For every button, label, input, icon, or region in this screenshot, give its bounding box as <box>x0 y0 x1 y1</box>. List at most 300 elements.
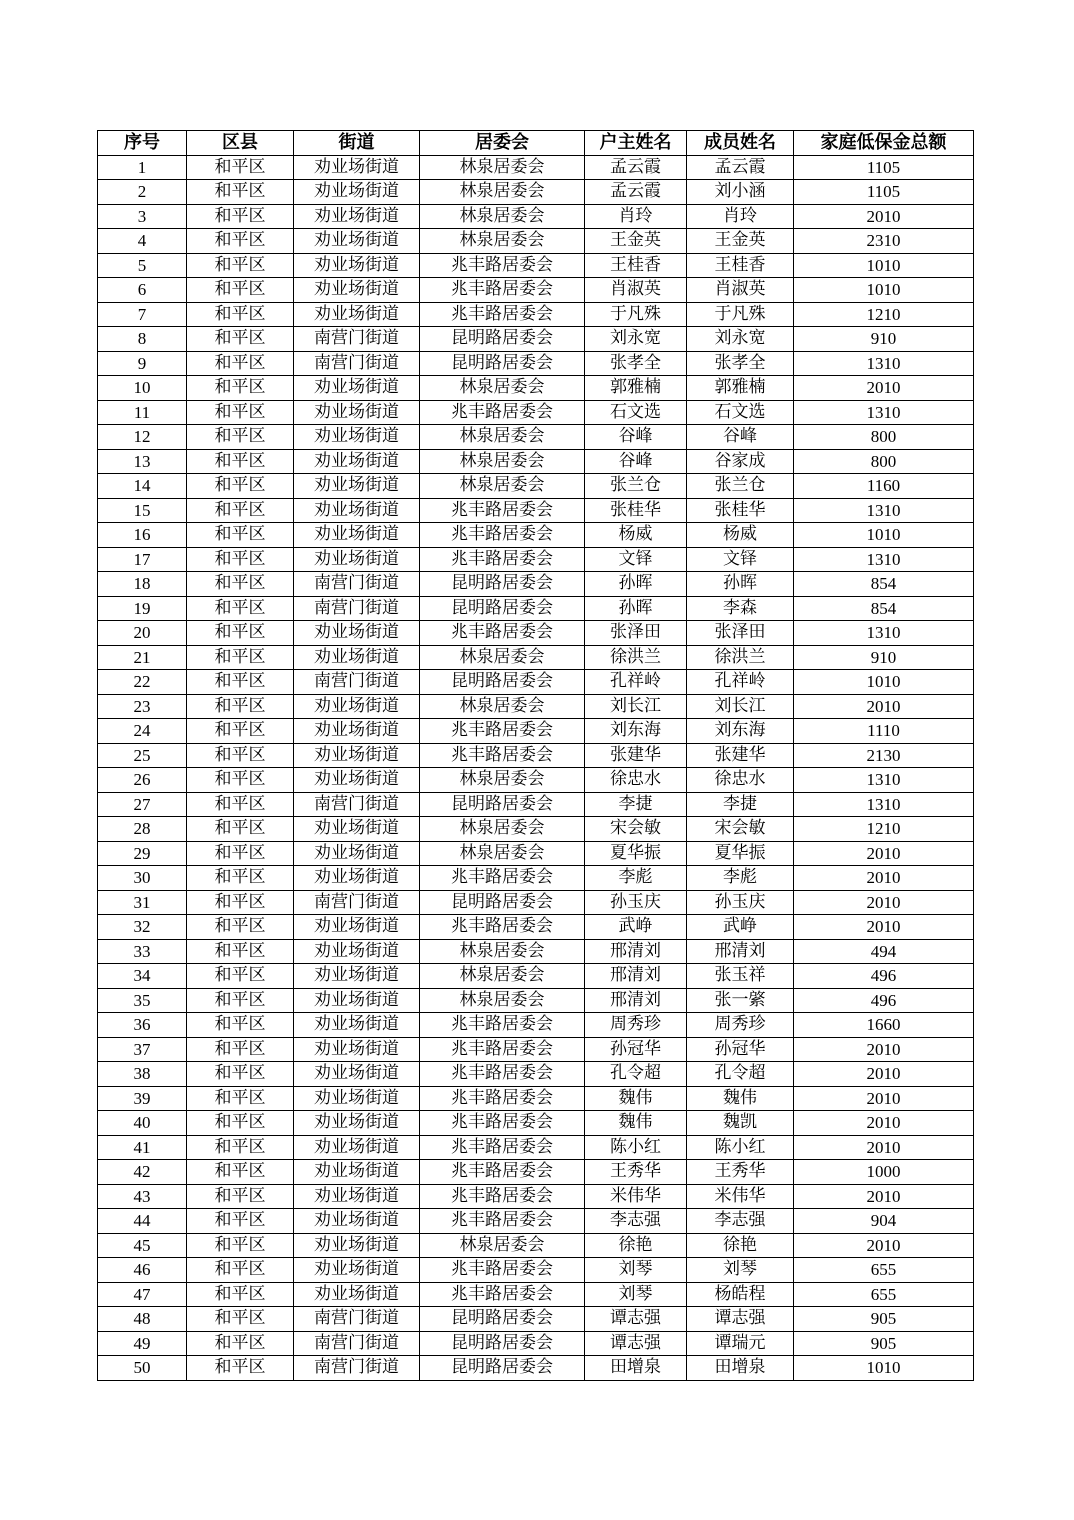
cell-index: 48 <box>98 1307 187 1332</box>
cell-index: 40 <box>98 1111 187 1136</box>
cell-member: 孔祥岭 <box>687 670 794 695</box>
cell-member: 刘长江 <box>687 694 794 719</box>
header-householder: 户主姓名 <box>585 131 687 156</box>
cell-street: 劝业场街道 <box>294 302 420 327</box>
cell-street: 南营门街道 <box>294 327 420 352</box>
cell-member: 王桂香 <box>687 253 794 278</box>
cell-amount: 1010 <box>794 523 974 548</box>
cell-amount: 800 <box>794 425 974 450</box>
cell-householder: 石文选 <box>585 400 687 425</box>
cell-committee: 林泉居委会 <box>420 204 585 229</box>
cell-householder: 邢清刘 <box>585 939 687 964</box>
cell-householder: 张泽田 <box>585 621 687 646</box>
cell-committee: 林泉居委会 <box>420 988 585 1013</box>
cell-index: 36 <box>98 1013 187 1038</box>
cell-member: 张孝全 <box>687 351 794 376</box>
cell-householder: 张兰仓 <box>585 474 687 499</box>
cell-amount: 1105 <box>794 155 974 180</box>
cell-amount: 2010 <box>794 1135 974 1160</box>
cell-index: 37 <box>98 1037 187 1062</box>
cell-householder: 谷峰 <box>585 449 687 474</box>
table-row <box>98 1013 974 1038</box>
cell-amount: 1010 <box>794 1356 974 1381</box>
cell-member: 张玉祥 <box>687 964 794 989</box>
table-row <box>98 498 974 523</box>
cell-committee: 昆明路居委会 <box>420 792 585 817</box>
cell-district: 和平区 <box>187 351 294 376</box>
cell-street: 南营门街道 <box>294 670 420 695</box>
cell-committee: 林泉居委会 <box>420 694 585 719</box>
cell-street: 南营门街道 <box>294 1307 420 1332</box>
cell-member: 谭瑞元 <box>687 1331 794 1356</box>
cell-committee: 兆丰路居委会 <box>420 1135 585 1160</box>
cell-amount: 2310 <box>794 229 974 254</box>
cell-member: 张建华 <box>687 743 794 768</box>
cell-amount: 496 <box>794 988 974 1013</box>
cell-committee: 林泉居委会 <box>420 939 585 964</box>
cell-amount: 800 <box>794 449 974 474</box>
cell-district: 和平区 <box>187 1307 294 1332</box>
cell-committee: 兆丰路居委会 <box>420 1160 585 1185</box>
cell-district: 和平区 <box>187 425 294 450</box>
cell-member: 武峥 <box>687 915 794 940</box>
table-row <box>98 253 974 278</box>
cell-index: 14 <box>98 474 187 499</box>
table-row <box>98 670 974 695</box>
cell-amount: 1310 <box>794 351 974 376</box>
cell-district: 和平区 <box>187 1331 294 1356</box>
cell-householder: 武峥 <box>585 915 687 940</box>
cell-street: 劝业场街道 <box>294 204 420 229</box>
cell-committee: 林泉居委会 <box>420 376 585 401</box>
table-row <box>98 915 974 940</box>
table-row <box>98 743 974 768</box>
table-row <box>98 572 974 597</box>
cell-index: 2 <box>98 180 187 205</box>
cell-district: 和平区 <box>187 817 294 842</box>
cell-member: 刘东海 <box>687 719 794 744</box>
cell-committee: 兆丰路居委会 <box>420 719 585 744</box>
header-amount: 家庭低保金总额 <box>794 131 974 156</box>
cell-householder: 陈小红 <box>585 1135 687 1160</box>
cell-member: 王秀华 <box>687 1160 794 1185</box>
cell-index: 25 <box>98 743 187 768</box>
table-row <box>98 988 974 1013</box>
cell-street: 劝业场街道 <box>294 1209 420 1234</box>
cell-committee: 兆丰路居委会 <box>420 547 585 572</box>
cell-street: 劝业场街道 <box>294 866 420 891</box>
cell-member: 李森 <box>687 596 794 621</box>
cell-householder: 徐洪兰 <box>585 645 687 670</box>
cell-committee: 林泉居委会 <box>420 841 585 866</box>
table-row <box>98 327 974 352</box>
cell-member: 谷峰 <box>687 425 794 450</box>
cell-street: 劝业场街道 <box>294 498 420 523</box>
cell-amount: 2010 <box>794 1233 974 1258</box>
cell-street: 南营门街道 <box>294 890 420 915</box>
cell-member: 李捷 <box>687 792 794 817</box>
cell-index: 13 <box>98 449 187 474</box>
cell-committee: 兆丰路居委会 <box>420 253 585 278</box>
cell-street: 劝业场街道 <box>294 425 420 450</box>
cell-householder: 宋会敏 <box>585 817 687 842</box>
cell-member: 孙晖 <box>687 572 794 597</box>
cell-committee: 昆明路居委会 <box>420 572 585 597</box>
cell-householder: 肖玲 <box>585 204 687 229</box>
cell-street: 劝业场街道 <box>294 1160 420 1185</box>
cell-amount: 2010 <box>794 1184 974 1209</box>
cell-committee: 兆丰路居委会 <box>420 1209 585 1234</box>
cell-district: 和平区 <box>187 1037 294 1062</box>
cell-householder: 孙玉庆 <box>585 890 687 915</box>
cell-district: 和平区 <box>187 204 294 229</box>
cell-street: 劝业场街道 <box>294 817 420 842</box>
cell-householder: 邢清刘 <box>585 964 687 989</box>
cell-committee: 林泉居委会 <box>420 180 585 205</box>
cell-householder: 孔祥岭 <box>585 670 687 695</box>
table-row <box>98 817 974 842</box>
cell-amount: 2010 <box>794 694 974 719</box>
cell-street: 劝业场街道 <box>294 253 420 278</box>
cell-householder: 杨威 <box>585 523 687 548</box>
cell-street: 南营门街道 <box>294 1356 420 1381</box>
cell-committee: 兆丰路居委会 <box>420 278 585 303</box>
cell-householder: 魏伟 <box>585 1111 687 1136</box>
table-row <box>98 1258 974 1283</box>
cell-district: 和平区 <box>187 572 294 597</box>
cell-street: 劝业场街道 <box>294 621 420 646</box>
cell-householder: 王金英 <box>585 229 687 254</box>
cell-index: 10 <box>98 376 187 401</box>
cell-member: 张兰仓 <box>687 474 794 499</box>
cell-householder: 刘琴 <box>585 1282 687 1307</box>
cell-district: 和平区 <box>187 449 294 474</box>
cell-district: 和平区 <box>187 302 294 327</box>
cell-index: 44 <box>98 1209 187 1234</box>
cell-amount: 494 <box>794 939 974 964</box>
cell-committee: 林泉居委会 <box>420 768 585 793</box>
cell-committee: 昆明路居委会 <box>420 351 585 376</box>
cell-amount: 1160 <box>794 474 974 499</box>
cell-street: 劝业场街道 <box>294 719 420 744</box>
cell-member: 周秀珍 <box>687 1013 794 1038</box>
cell-street: 劝业场街道 <box>294 278 420 303</box>
cell-district: 和平区 <box>187 498 294 523</box>
cell-householder: 谭志强 <box>585 1307 687 1332</box>
cell-member: 杨皓程 <box>687 1282 794 1307</box>
cell-householder: 孟云霞 <box>585 180 687 205</box>
cell-district: 和平区 <box>187 988 294 1013</box>
cell-member: 刘永宽 <box>687 327 794 352</box>
cell-committee: 兆丰路居委会 <box>420 498 585 523</box>
cell-street: 劝业场街道 <box>294 939 420 964</box>
cell-committee: 兆丰路居委会 <box>420 1037 585 1062</box>
cell-committee: 林泉居委会 <box>420 155 585 180</box>
cell-index: 4 <box>98 229 187 254</box>
cell-committee: 兆丰路居委会 <box>420 866 585 891</box>
cell-street: 南营门街道 <box>294 351 420 376</box>
table-row <box>98 1233 974 1258</box>
cell-member: 宋会敏 <box>687 817 794 842</box>
cell-householder: 魏伟 <box>585 1086 687 1111</box>
cell-householder: 刘琴 <box>585 1258 687 1283</box>
cell-member: 谭志强 <box>687 1307 794 1332</box>
cell-district: 和平区 <box>187 1111 294 1136</box>
cell-member: 徐忠水 <box>687 768 794 793</box>
cell-district: 和平区 <box>187 180 294 205</box>
cell-index: 35 <box>98 988 187 1013</box>
cell-committee: 林泉居委会 <box>420 449 585 474</box>
cell-amount: 1110 <box>794 719 974 744</box>
cell-street: 劝业场街道 <box>294 376 420 401</box>
cell-index: 1 <box>98 155 187 180</box>
cell-amount: 2010 <box>794 866 974 891</box>
cell-district: 和平区 <box>187 327 294 352</box>
cell-district: 和平区 <box>187 719 294 744</box>
cell-street: 劝业场街道 <box>294 474 420 499</box>
cell-amount: 905 <box>794 1307 974 1332</box>
table-row <box>98 449 974 474</box>
table-row <box>98 866 974 891</box>
cell-committee: 林泉居委会 <box>420 1233 585 1258</box>
cell-member: 张泽田 <box>687 621 794 646</box>
table-row <box>98 1184 974 1209</box>
cell-committee: 兆丰路居委会 <box>420 1184 585 1209</box>
cell-district: 和平区 <box>187 155 294 180</box>
cell-householder: 刘东海 <box>585 719 687 744</box>
cell-street: 劝业场街道 <box>294 523 420 548</box>
cell-district: 和平区 <box>187 939 294 964</box>
table-row <box>98 180 974 205</box>
cell-householder: 于凡殊 <box>585 302 687 327</box>
cell-member: 刘琴 <box>687 1258 794 1283</box>
cell-index: 43 <box>98 1184 187 1209</box>
cell-amount: 496 <box>794 964 974 989</box>
cell-district: 和平区 <box>187 229 294 254</box>
cell-index: 38 <box>98 1062 187 1087</box>
cell-district: 和平区 <box>187 1282 294 1307</box>
table-row <box>98 1307 974 1332</box>
cell-householder: 孙冠华 <box>585 1037 687 1062</box>
cell-member: 张一綮 <box>687 988 794 1013</box>
cell-member: 于凡殊 <box>687 302 794 327</box>
cell-district: 和平区 <box>187 1356 294 1381</box>
cell-member: 刘小涵 <box>687 180 794 205</box>
cell-index: 39 <box>98 1086 187 1111</box>
cell-district: 和平区 <box>187 768 294 793</box>
cell-index: 5 <box>98 253 187 278</box>
table-row <box>98 1356 974 1381</box>
cell-member: 徐艳 <box>687 1233 794 1258</box>
cell-district: 和平区 <box>187 743 294 768</box>
cell-district: 和平区 <box>187 621 294 646</box>
table-row <box>98 547 974 572</box>
cell-index: 29 <box>98 841 187 866</box>
cell-householder: 李捷 <box>585 792 687 817</box>
table-row <box>98 229 974 254</box>
cell-committee: 兆丰路居委会 <box>420 1062 585 1087</box>
cell-committee: 兆丰路居委会 <box>420 1258 585 1283</box>
assistance-table <box>97 130 974 1381</box>
table-row <box>98 204 974 229</box>
cell-householder: 郭雅楠 <box>585 376 687 401</box>
cell-street: 劝业场街道 <box>294 449 420 474</box>
cell-member: 郭雅楠 <box>687 376 794 401</box>
cell-householder: 李彪 <box>585 866 687 891</box>
cell-member: 邢清刘 <box>687 939 794 964</box>
cell-index: 9 <box>98 351 187 376</box>
cell-index: 32 <box>98 915 187 940</box>
table-row <box>98 302 974 327</box>
cell-street: 劝业场街道 <box>294 1037 420 1062</box>
cell-amount: 1310 <box>794 400 974 425</box>
header-district: 区县 <box>187 131 294 156</box>
table-row <box>98 278 974 303</box>
header-member: 成员姓名 <box>687 131 794 156</box>
table-row <box>98 1037 974 1062</box>
cell-district: 和平区 <box>187 670 294 695</box>
cell-committee: 兆丰路居委会 <box>420 400 585 425</box>
cell-district: 和平区 <box>187 890 294 915</box>
cell-index: 15 <box>98 498 187 523</box>
cell-amount: 2010 <box>794 890 974 915</box>
table-row <box>98 523 974 548</box>
cell-index: 3 <box>98 204 187 229</box>
cell-index: 33 <box>98 939 187 964</box>
cell-index: 8 <box>98 327 187 352</box>
cell-street: 劝业场街道 <box>294 547 420 572</box>
cell-street: 劝业场街道 <box>294 694 420 719</box>
cell-committee: 兆丰路居委会 <box>420 1086 585 1111</box>
cell-member: 肖淑英 <box>687 278 794 303</box>
cell-committee: 昆明路居委会 <box>420 1307 585 1332</box>
cell-index: 11 <box>98 400 187 425</box>
cell-amount: 910 <box>794 645 974 670</box>
cell-amount: 655 <box>794 1258 974 1283</box>
cell-district: 和平区 <box>187 1086 294 1111</box>
header-index: 序号 <box>98 131 187 156</box>
cell-index: 12 <box>98 425 187 450</box>
cell-district: 和平区 <box>187 1062 294 1087</box>
cell-amount: 2010 <box>794 1037 974 1062</box>
cell-amount: 2130 <box>794 743 974 768</box>
cell-street: 劝业场街道 <box>294 988 420 1013</box>
cell-index: 31 <box>98 890 187 915</box>
cell-householder: 谭志强 <box>585 1331 687 1356</box>
cell-householder: 张孝全 <box>585 351 687 376</box>
cell-index: 20 <box>98 621 187 646</box>
table-row <box>98 1209 974 1234</box>
cell-householder: 李志强 <box>585 1209 687 1234</box>
table-row <box>98 694 974 719</box>
cell-district: 和平区 <box>187 400 294 425</box>
cell-committee: 兆丰路居委会 <box>420 523 585 548</box>
table-body <box>98 155 974 1380</box>
table-row <box>98 1160 974 1185</box>
cell-amount: 1210 <box>794 302 974 327</box>
cell-street: 劝业场街道 <box>294 1233 420 1258</box>
cell-committee: 昆明路居委会 <box>420 596 585 621</box>
cell-district: 和平区 <box>187 376 294 401</box>
cell-committee: 林泉居委会 <box>420 474 585 499</box>
cell-index: 21 <box>98 645 187 670</box>
cell-member: 田增泉 <box>687 1356 794 1381</box>
cell-district: 和平区 <box>187 694 294 719</box>
cell-member: 谷家成 <box>687 449 794 474</box>
cell-district: 和平区 <box>187 1258 294 1283</box>
cell-amount: 1010 <box>794 253 974 278</box>
cell-index: 22 <box>98 670 187 695</box>
cell-district: 和平区 <box>187 596 294 621</box>
cell-committee: 兆丰路居委会 <box>420 1282 585 1307</box>
cell-member: 文铎 <box>687 547 794 572</box>
cell-amount: 1210 <box>794 817 974 842</box>
cell-index: 27 <box>98 792 187 817</box>
cell-street: 劝业场街道 <box>294 1282 420 1307</box>
cell-index: 49 <box>98 1331 187 1356</box>
cell-district: 和平区 <box>187 841 294 866</box>
cell-member: 王金英 <box>687 229 794 254</box>
cell-amount: 1310 <box>794 621 974 646</box>
cell-district: 和平区 <box>187 915 294 940</box>
cell-amount: 1660 <box>794 1013 974 1038</box>
cell-householder: 文铎 <box>585 547 687 572</box>
cell-member: 陈小红 <box>687 1135 794 1160</box>
cell-street: 劝业场街道 <box>294 1013 420 1038</box>
cell-amount: 2010 <box>794 1086 974 1111</box>
header-committee: 居委会 <box>420 131 585 156</box>
table-row <box>98 1282 974 1307</box>
cell-member: 杨威 <box>687 523 794 548</box>
cell-amount: 904 <box>794 1209 974 1234</box>
cell-householder: 肖淑英 <box>585 278 687 303</box>
cell-street: 南营门街道 <box>294 572 420 597</box>
cell-householder: 孙晖 <box>585 572 687 597</box>
cell-committee: 林泉居委会 <box>420 645 585 670</box>
cell-member: 李彪 <box>687 866 794 891</box>
cell-district: 和平区 <box>187 1160 294 1185</box>
cell-amount: 854 <box>794 572 974 597</box>
cell-amount: 1105 <box>794 180 974 205</box>
cell-street: 劝业场街道 <box>294 180 420 205</box>
header-row <box>98 131 974 156</box>
cell-district: 和平区 <box>187 278 294 303</box>
cell-amount: 2010 <box>794 841 974 866</box>
table-row <box>98 645 974 670</box>
cell-amount: 905 <box>794 1331 974 1356</box>
cell-district: 和平区 <box>187 1184 294 1209</box>
cell-member: 孙冠华 <box>687 1037 794 1062</box>
table-row <box>98 474 974 499</box>
cell-district: 和平区 <box>187 1013 294 1038</box>
cell-member: 肖玲 <box>687 204 794 229</box>
cell-street: 劝业场街道 <box>294 1258 420 1283</box>
cell-index: 41 <box>98 1135 187 1160</box>
cell-street: 劝业场街道 <box>294 1086 420 1111</box>
cell-committee: 昆明路居委会 <box>420 670 585 695</box>
cell-index: 34 <box>98 964 187 989</box>
cell-index: 50 <box>98 1356 187 1381</box>
table-row <box>98 351 974 376</box>
cell-amount: 910 <box>794 327 974 352</box>
cell-street: 劝业场街道 <box>294 743 420 768</box>
cell-member: 孙玉庆 <box>687 890 794 915</box>
table-row <box>98 376 974 401</box>
table-row <box>98 939 974 964</box>
cell-member: 夏华振 <box>687 841 794 866</box>
cell-amount: 1010 <box>794 670 974 695</box>
cell-committee: 林泉居委会 <box>420 425 585 450</box>
